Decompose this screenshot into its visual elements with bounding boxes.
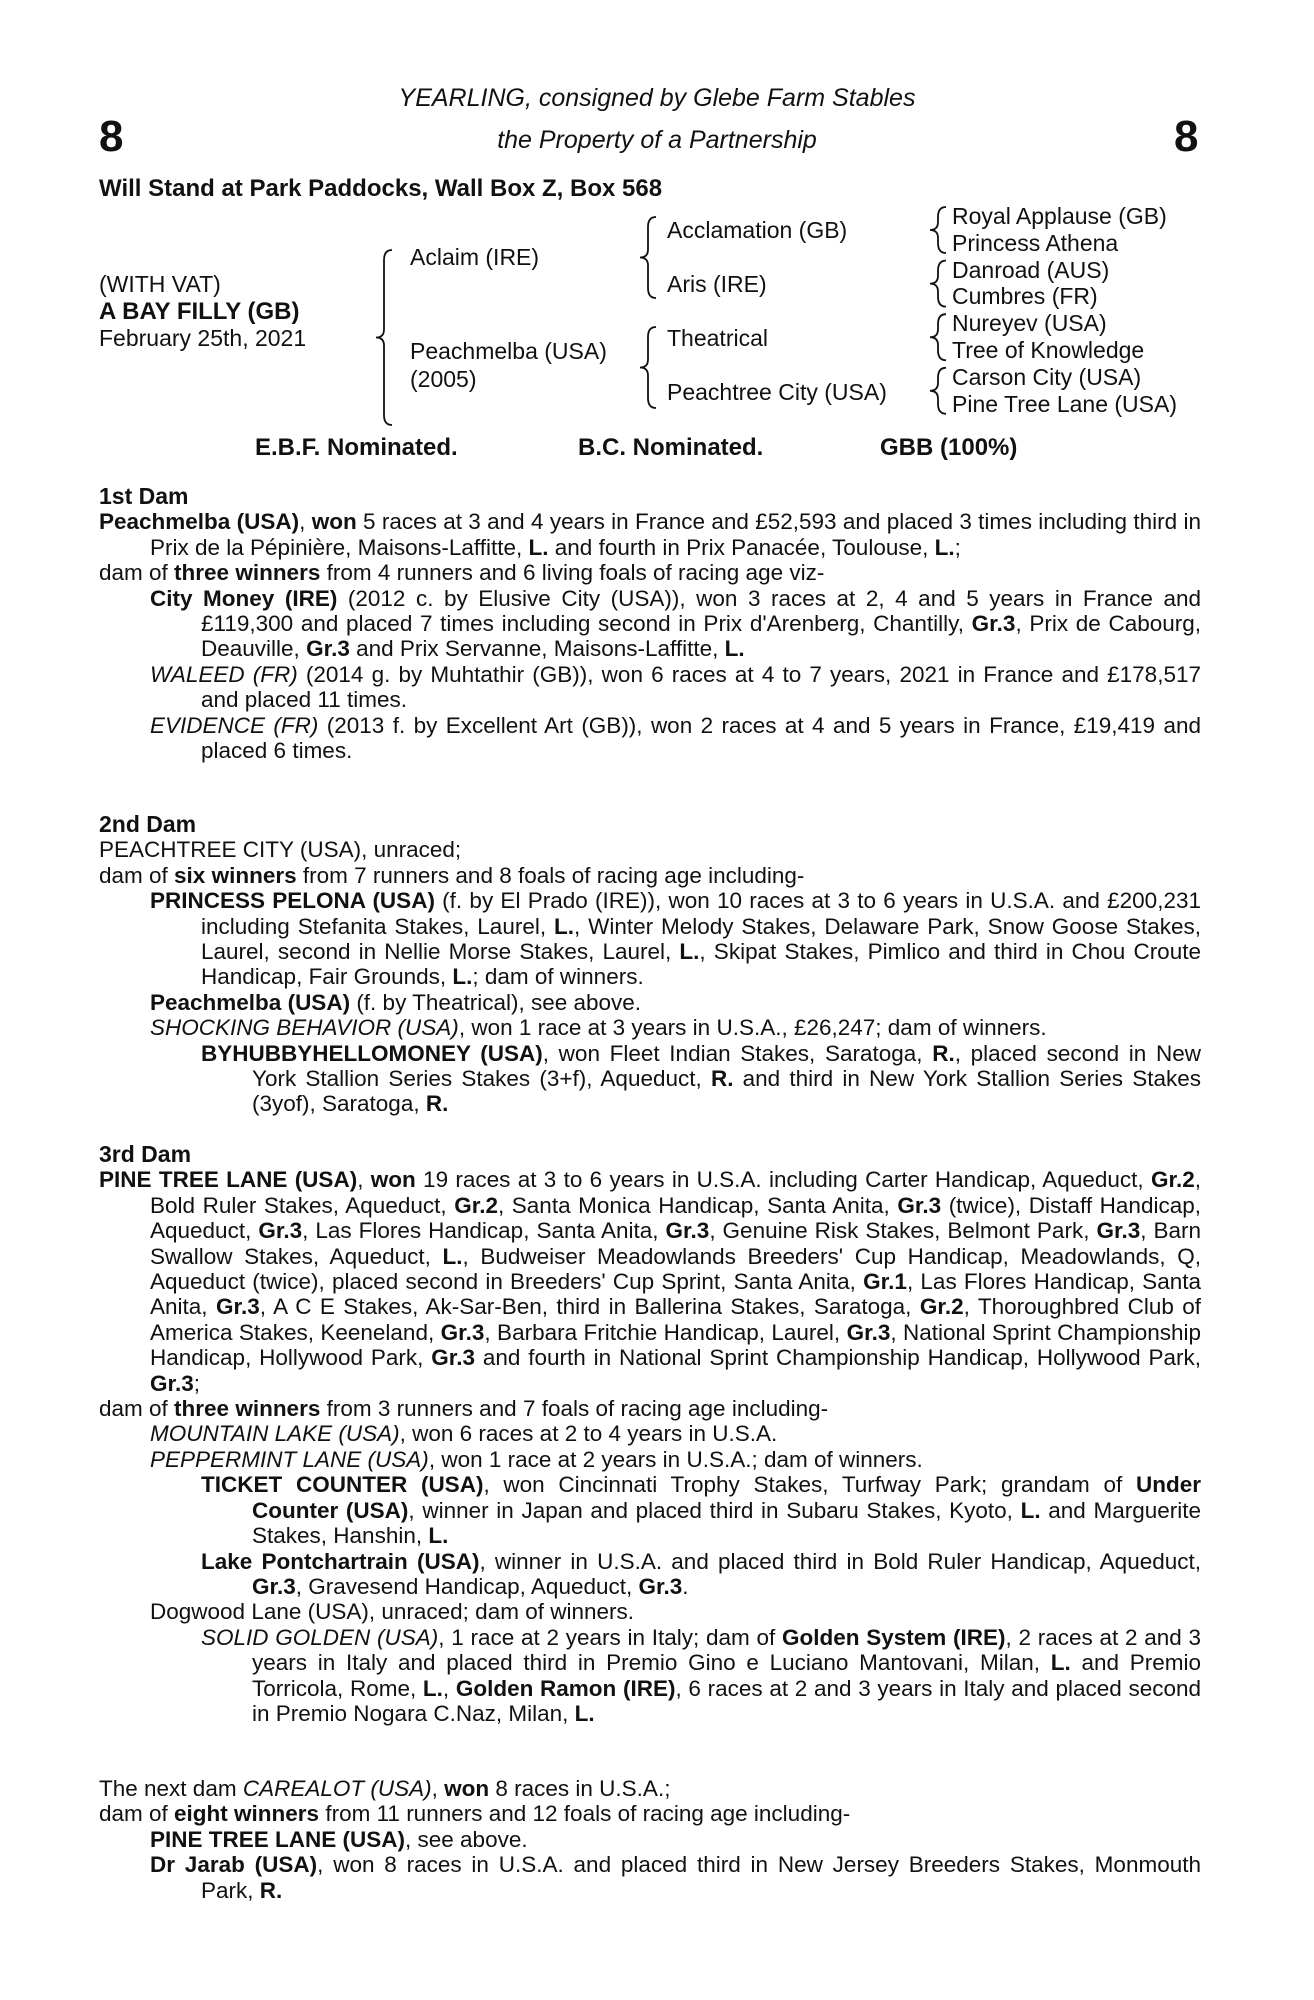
bold-text: Gr.2 (1150, 1167, 1195, 1193)
text: from 7 runners and 8 foals of racing age including- (296, 862, 805, 888)
italic-text: SHOCKING BEHAVIOR (USA) (150, 1015, 459, 1041)
bold-text: Gr.3 (897, 1192, 942, 1218)
bold-text: Gr.3 (971, 611, 1016, 637)
text: and fourth in National Sprint Championship Handicap, Hollywood Park, (474, 1345, 1201, 1371)
pedigree-entry (99, 837, 1201, 862)
text: , Bold Ruler Stakes, Aqueduct, (150, 1167, 1201, 1218)
text: , won 6 races at 2 to 4 years in U.S.A. (399, 1421, 778, 1447)
foaling-date: February 25th, 2021 (99, 325, 307, 351)
text: , (357, 1167, 371, 1193)
text: , 1 race at 2 years in Italy; dam of (438, 1624, 782, 1650)
bold-text: Peachmelba (USA) (150, 989, 351, 1015)
pedigree-entry (99, 1421, 1201, 1446)
bold-text: Lake Pontchartrain (USA) (201, 1548, 480, 1574)
dam-section-3 (99, 1142, 1201, 1726)
text: dam of (99, 1396, 175, 1422)
bold-text: Gr.2 (454, 1192, 498, 1218)
bold-text: L. (553, 913, 574, 939)
brace-icon (930, 261, 946, 307)
text: dam of (99, 560, 175, 586)
vat-note: (WITH VAT) (99, 271, 221, 297)
bold-text: L. (1050, 1650, 1071, 1676)
bold-text: L. (724, 636, 745, 662)
bold-text: Gr.1 (863, 1269, 907, 1295)
text: ; (954, 534, 961, 560)
text: , 2 races at 2 and 3 years in Italy and placed third in Premio Gino e Luciano Mantovani, Milan, (252, 1624, 1202, 1676)
text: , (431, 1776, 445, 1801)
dam-sire: Theatrical (667, 325, 768, 351)
italic-text: SOLID GOLDEN (USA) (201, 1624, 439, 1650)
pedigree-entry (99, 1167, 1201, 1396)
italic-text: MOUNTAIN LAKE (USA) (150, 1421, 400, 1447)
bold-text: six winners (174, 862, 297, 888)
brace-icon (640, 217, 656, 298)
text: from 4 runners and 6 living foals of racing age viz- (320, 560, 825, 586)
stand-location: Will Stand at Park Paddocks, Wall Box Z, Box 568 (99, 175, 663, 202)
bold-text: R. (259, 1877, 283, 1903)
text: and Prix Servanne, Maisons-Laffitte, (349, 636, 725, 662)
gbb-status: GBB (100%) (880, 434, 1018, 461)
pedigree-entry (99, 1015, 1201, 1040)
pedigree-entry (99, 662, 1201, 713)
text: , won 8 races in U.S.A. and placed third in New Jersey Breeders Stakes, Monmouth Park, (201, 1852, 1201, 1903)
pedigree-entry (99, 1549, 1201, 1600)
dam: Peachmelba (USA) (410, 338, 607, 364)
property-line: the Property of a Partnership (497, 126, 817, 154)
pedigree-entry (99, 1852, 1201, 1903)
text: Dogwood Lane (USA), unraced; dam of winners. (150, 1599, 635, 1625)
text: , Genuine Risk Stakes, Belmont Park, (709, 1218, 1097, 1244)
consignor-line: YEARLING, consigned by Glebe Farm Stables (398, 84, 916, 112)
bold-text: Gr.3 (431, 1345, 475, 1371)
bold-text: R. (710, 1066, 734, 1092)
text: , won Cincinnati Trophy Stakes, Turfway Park; grandam of (483, 1472, 1136, 1498)
text: , Skipat Stakes, Pimlico and third in Chou Croute Handicap, Fair Grounds, (201, 939, 1201, 990)
text: , (442, 1675, 456, 1701)
horse-name: A BAY FILLY (GB) (99, 298, 300, 325)
text: , (299, 509, 312, 535)
text: and third in New York Stallion Series Stakes (3yof), Saratoga, (252, 1066, 1201, 1117)
bold-text: BYHUBBYHELLOMONEY (USA) (201, 1040, 543, 1066)
bold-text: Gr.3 (215, 1294, 260, 1320)
bold-text: L. (452, 964, 473, 990)
bold-text: Gr.2 (919, 1294, 964, 1320)
bold-text: TICKET COUNTER (USA) (201, 1472, 484, 1498)
section-heading: 1st Dam (99, 483, 189, 509)
text: 19 races at 3 to 6 years in U.S.A. including Carter Handicap, Aqueduct, (415, 1167, 1151, 1193)
bold-text: City Money (IRE) (150, 585, 338, 611)
bold-text: Peachmelba (USA) (99, 509, 300, 535)
bold-text: L. (574, 1700, 595, 1726)
text: dam of (99, 1801, 175, 1827)
text: , Las Flores Handicap, Santa Anita, (302, 1218, 666, 1244)
bold-text: R. (425, 1091, 449, 1117)
bold-text: Gr.3 (252, 1573, 296, 1599)
bold-text: won (444, 1776, 490, 1801)
third-generation-ancestor: Carson City (USA) (952, 363, 1142, 390)
third-generation-ancestor: Princess Athena (952, 229, 1119, 256)
bold-text: L. (422, 1675, 443, 1701)
bold-text: Gr.3 (665, 1218, 710, 1244)
bold-text: Golden System (IRE) (781, 1624, 1006, 1650)
italic-text: CAREALOT (USA) (242, 1776, 432, 1801)
pedigree-entry (99, 1776, 1201, 1801)
pedigree-entry (99, 1396, 1201, 1421)
text: , Santa Monica Handicap, Santa Anita, (497, 1192, 898, 1218)
text: , winner in Japan and placed third in Subaru Stakes, Kyoto, (408, 1497, 1021, 1523)
text: , see above. (405, 1826, 528, 1852)
dam-year: (2005) (410, 366, 477, 392)
text: and Premio Torricola, Rome, (252, 1650, 1202, 1701)
text: , Budweiser Meadowlands Breeders' Cup Handicap, Meadowlands, Q, Aqueduct (twice), placed second in Breeders' Cup Sprint, Santa Anita, (150, 1243, 1202, 1295)
bold-text: L. (528, 534, 549, 560)
sire: Aclaim (IRE) (410, 244, 540, 270)
text: (twice), Distaff Handicap, Aqueduct, (150, 1192, 1201, 1244)
text: , A C E Stakes, Ak-Sar-Ben, third in Ballerina Stakes, Saratoga, (259, 1294, 920, 1320)
third-generation-ancestor: Tree of Knowledge (952, 337, 1145, 363)
ebf-nomination: E.B.F. Nominated. (255, 434, 458, 461)
pedigree-entry (99, 1599, 1201, 1624)
text: ; (193, 1370, 201, 1396)
text: . (682, 1573, 689, 1599)
bold-text: Golden Ramon (IRE) (455, 1675, 676, 1701)
bold-text: L. (428, 1523, 449, 1549)
pedigree-entry (99, 1625, 1201, 1727)
italic-text: PEPPERMINT LANE (USA) (150, 1446, 429, 1472)
lot-number-right: 8 (1174, 112, 1199, 161)
third-generation-ancestor: Cumbres (FR) (952, 283, 1098, 310)
text: dam of (99, 862, 175, 888)
text: , Winter Melody Stakes, Delaware Park, Snow Goose Stakes, Laurel, second in Nellie Morse Stakes, Laurel, (201, 913, 1201, 965)
text: PEACHTREE CITY (USA), unraced; (99, 837, 462, 863)
bold-text: Gr.3 (440, 1319, 485, 1345)
pedigree-entry (99, 863, 1201, 888)
bold-text: Gr.3 (846, 1319, 891, 1345)
text: , National Sprint Championship Handicap, Hollywood Park, (150, 1319, 1201, 1371)
dam-section-2 (99, 812, 1201, 1117)
text: from 11 runners and 12 foals of racing age including- (319, 1801, 851, 1827)
lot-number-left: 8 (99, 112, 124, 161)
pedigree-entry (99, 1041, 1201, 1117)
third-generation-ancestor: Pine Tree Lane (USA) (952, 390, 1178, 417)
bold-text: won (311, 509, 357, 535)
text: , Las Flores Handicap, Santa Anita, (150, 1269, 1201, 1320)
text: , placed second in New York Stallion Series Stakes (3+f), Aqueduct, (252, 1040, 1201, 1092)
bold-text: L. (679, 939, 700, 965)
text: , won 1 race at 3 years in U.S.A., £26,247; dam of winners. (458, 1015, 1047, 1041)
third-generation-ancestor: Royal Applause (GB) (952, 203, 1167, 229)
text: (f. by El Prado (IRE)), won 10 races at 3 to 6 years in U.S.A. and £200,231 including Stefanita Stakes, Laurel, (201, 888, 1201, 939)
dam-section-1 (99, 484, 1201, 763)
bold-text: Dr Jarab (USA) (150, 1852, 318, 1878)
text: , 6 races at 2 and 3 years in Italy and placed second in Premio Nogara C.Naz, Milan, (252, 1675, 1202, 1726)
text: , won 1 race at 2 years in U.S.A.; dam of winners. (428, 1446, 923, 1472)
text: , Barbara Fritchie Handicap, Laurel, (484, 1319, 847, 1345)
text: , Barn Swallow Stakes, Aqueduct, (150, 1218, 1201, 1269)
brace-icon (930, 207, 946, 253)
bold-text: three winners (174, 1396, 321, 1422)
bold-text: Gr.3 (150, 1370, 194, 1396)
text: (f. by Theatrical), see above. (350, 989, 642, 1015)
bold-text: three winners (174, 560, 321, 586)
third-generation-ancestor: Nureyev (USA) (952, 310, 1107, 337)
section-heading: 2nd Dam (99, 811, 197, 837)
section-heading: 3rd Dam (99, 1141, 192, 1167)
bold-text: R. (932, 1040, 955, 1066)
italic-text: WALEED (FR) (150, 661, 298, 687)
text: and Marguerite Stakes, Hanshin, (252, 1497, 1201, 1549)
sire-sire: Acclamation (GB) (667, 217, 848, 243)
text: , winner in U.S.A. and placed third in Bold Ruler Handicap, Aqueduct, (479, 1548, 1201, 1574)
pedigree-entry (99, 586, 1201, 662)
pedigree-entry (99, 888, 1201, 990)
bold-text: PINE TREE LANE (USA) (150, 1826, 406, 1852)
bold-text: PINE TREE LANE (USA) (99, 1167, 358, 1193)
brace-icon (930, 368, 946, 414)
text: 5 races at 3 and 4 years in France and £52,593 and placed 3 times including third in Prix de la Pépinière, Maisons-Laffitte, (150, 509, 1201, 560)
dam-dam: Peachtree City (USA) (667, 379, 887, 405)
pedigree-entry (99, 1827, 1201, 1852)
pedigree-entry (99, 1472, 1201, 1548)
text: ; dam of winners. (472, 964, 644, 990)
text: 8 races in U.S.A.; (489, 1776, 671, 1801)
brace-icon (376, 250, 392, 425)
brace-icon (930, 314, 946, 360)
text: (2014 g. by Muhtathir (GB)), won 6 races at 4 to 7 years, 2021 in France and £178,517 and placed 11 times. (201, 661, 1201, 713)
bold-text: L. (442, 1243, 463, 1269)
pedigree-entry (99, 1801, 1201, 1826)
text: from 3 runners and 7 foals of racing age including- (320, 1396, 829, 1422)
pedigree-entry (99, 560, 1201, 585)
bc-nomination: B.C. Nominated. (578, 434, 764, 461)
pedigree-entry (99, 509, 1201, 560)
bold-text: L. (1020, 1497, 1041, 1523)
bold-text: eight winners (174, 1801, 320, 1827)
bold-text: PRINCESS PELONA (USA) (150, 888, 435, 914)
text: and fourth in Prix Panacée, Toulouse, (548, 534, 935, 560)
third-generation-ancestor: Danroad (AUS) (952, 256, 1110, 283)
text: (2012 c. by Elusive City (USA)), won 3 races at 2, 4 and 5 years in France and £119,300 and placed 7 times including second in Prix d'Arenberg, Chantilly, (201, 585, 1201, 637)
text: , Prix de Cabourg, Deauville, (201, 611, 1201, 662)
text: , Gravesend Handicap, Aqueduct, (295, 1573, 639, 1599)
text: , won Fleet Indian Stakes, Saratoga, (542, 1040, 933, 1066)
pedigree-entry (99, 1447, 1201, 1472)
bold-text: Under Counter (USA) (252, 1472, 1201, 1523)
text: , Thoroughbred Club of America Stakes, Keeneland, (150, 1294, 1201, 1345)
text: The next dam (99, 1776, 243, 1801)
bold-text: Gr.3 (638, 1573, 683, 1599)
brace-icon (640, 327, 656, 408)
pedigree-entry (99, 990, 1201, 1015)
sire-dam: Aris (IRE) (667, 271, 767, 297)
pedigree-entry (99, 713, 1201, 764)
bold-text: won (370, 1167, 416, 1193)
bold-text: Gr.3 (306, 636, 350, 662)
bold-text: L. (934, 534, 955, 560)
text: (2013 f. by Excellent Art (GB)), won 2 races at 4 and 5 years in France, £19,419 and placed 6 times. (201, 712, 1201, 764)
bold-text: Gr.3 (258, 1218, 303, 1244)
next-dam-section (99, 1776, 1201, 1903)
bold-text: Gr.3 (1096, 1218, 1141, 1244)
italic-text: EVIDENCE (FR) (150, 712, 319, 738)
